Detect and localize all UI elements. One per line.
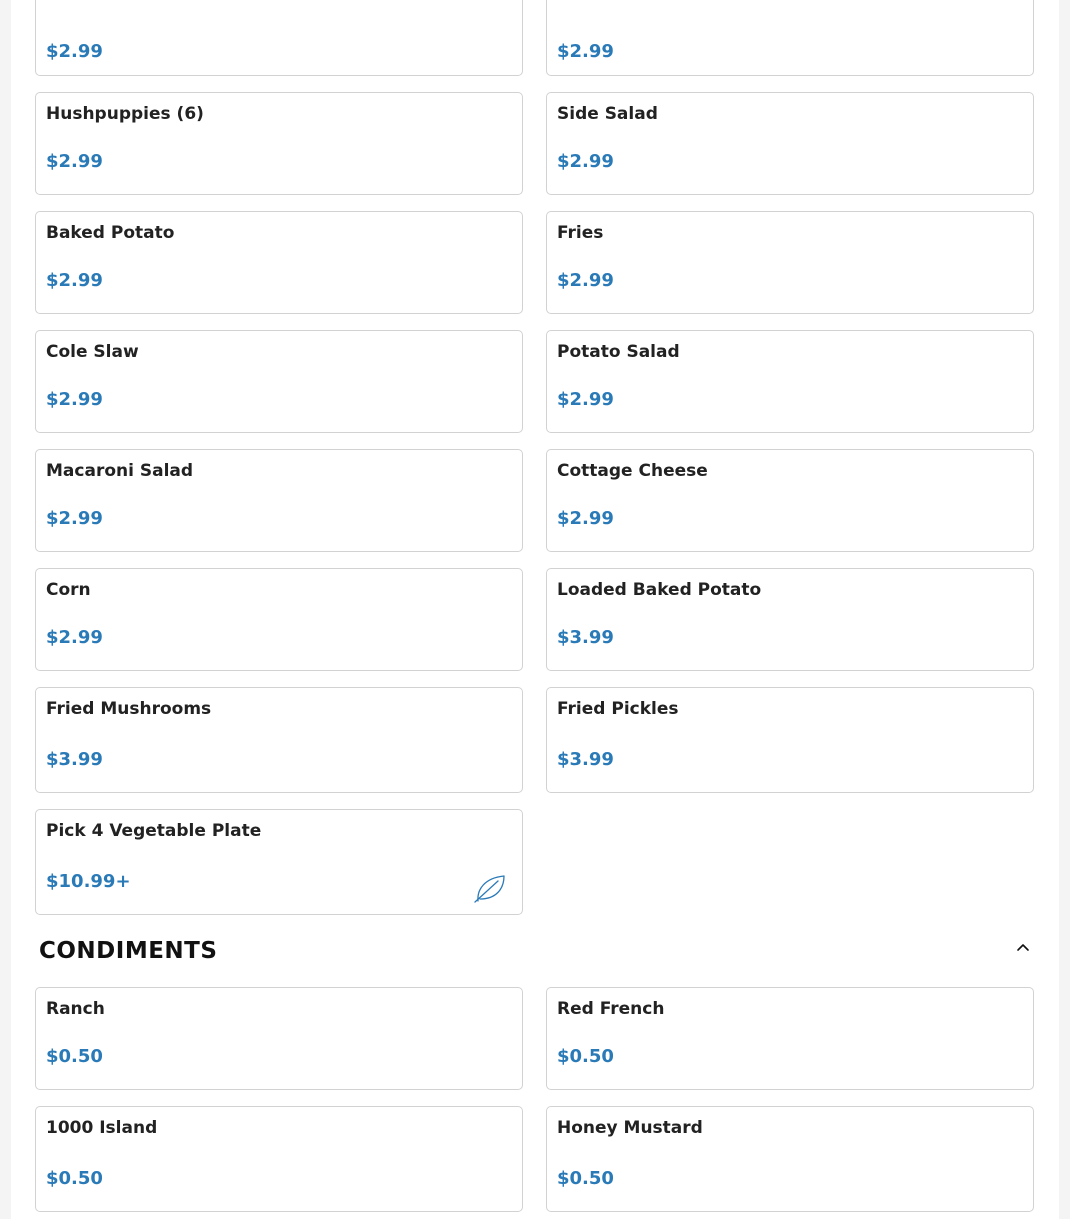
item-name: Baked Potato (46, 223, 175, 243)
menu-item-card[interactable] (546, 211, 1034, 314)
item-name: Fries (557, 223, 604, 243)
section-title: CONDIMENTS (39, 938, 218, 964)
item-name: Potato Salad (557, 342, 680, 362)
item-price: $3.99 (557, 627, 614, 648)
menu-item-card[interactable] (546, 987, 1034, 1090)
sides-item-grid (35, 0, 1034, 915)
item-price: $3.99 (557, 749, 614, 770)
condiments-section-header[interactable] (39, 932, 1034, 974)
menu-item-card[interactable] (35, 330, 523, 433)
item-price: $2.99 (46, 151, 103, 172)
menu-item-card[interactable] (35, 1106, 523, 1212)
item-price: $2.99 (46, 270, 103, 291)
item-name: Ranch (46, 999, 105, 1019)
item-name: Fried Mushrooms (46, 699, 212, 719)
item-name: Cole Slaw (46, 342, 139, 362)
menu-item-card[interactable] (546, 449, 1034, 552)
menu-item-card[interactable] (35, 687, 523, 793)
menu-item-card[interactable] (35, 0, 523, 76)
item-price: $2.99 (557, 151, 614, 172)
menu-item-card[interactable] (546, 687, 1034, 793)
menu-page (11, 0, 1059, 1219)
item-price: $10.99+ (46, 871, 131, 892)
menu-item-card[interactable] (546, 92, 1034, 195)
item-price: $2.99 (557, 508, 614, 529)
item-name: Fried Pickles (557, 699, 679, 719)
menu-item-card[interactable] (35, 211, 523, 314)
menu-item-card[interactable] (546, 0, 1034, 76)
menu-item-card[interactable] (35, 987, 523, 1090)
item-price: $0.50 (557, 1046, 614, 1067)
item-name: Macaroni Salad (46, 461, 194, 481)
condiments-item-grid (35, 987, 1034, 1212)
menu-item-card[interactable] (35, 449, 523, 552)
item-name: Honey Mustard (557, 1118, 703, 1138)
menu-item-card[interactable] (35, 568, 523, 671)
item-price: $2.99 (557, 389, 614, 410)
item-price: $3.99 (46, 749, 103, 770)
menu-item-card[interactable] (35, 92, 523, 195)
item-price: $0.50 (46, 1046, 103, 1067)
item-price: $2.99 (557, 270, 614, 291)
menu-item-card[interactable] (546, 568, 1034, 671)
menu-item-card[interactable] (35, 809, 523, 915)
item-price: $0.50 (46, 1168, 103, 1189)
item-price: $2.99 (46, 508, 103, 529)
item-price: $2.99 (557, 41, 614, 62)
item-price: $2.99 (46, 41, 103, 62)
item-name: Pick 4 Vegetable Plate (46, 821, 262, 841)
item-price: $0.50 (557, 1168, 614, 1189)
leaf-icon (474, 873, 506, 903)
item-name: Red French (557, 999, 665, 1019)
item-name: Loaded Baked Potato (557, 580, 762, 600)
item-name: 1000 Island (46, 1118, 158, 1138)
menu-item-card[interactable] (546, 330, 1034, 433)
item-price: $2.99 (46, 389, 103, 410)
collapse-button[interactable] (1012, 936, 1034, 958)
item-name: Corn (46, 580, 91, 600)
item-name: Hushpuppies (6) (46, 104, 204, 124)
item-name: Cottage Cheese (557, 461, 708, 481)
menu-item-card[interactable] (546, 1106, 1034, 1212)
item-price: $2.99 (46, 627, 103, 648)
chevron-up-icon (1015, 939, 1031, 955)
item-name: Side Salad (557, 104, 658, 124)
